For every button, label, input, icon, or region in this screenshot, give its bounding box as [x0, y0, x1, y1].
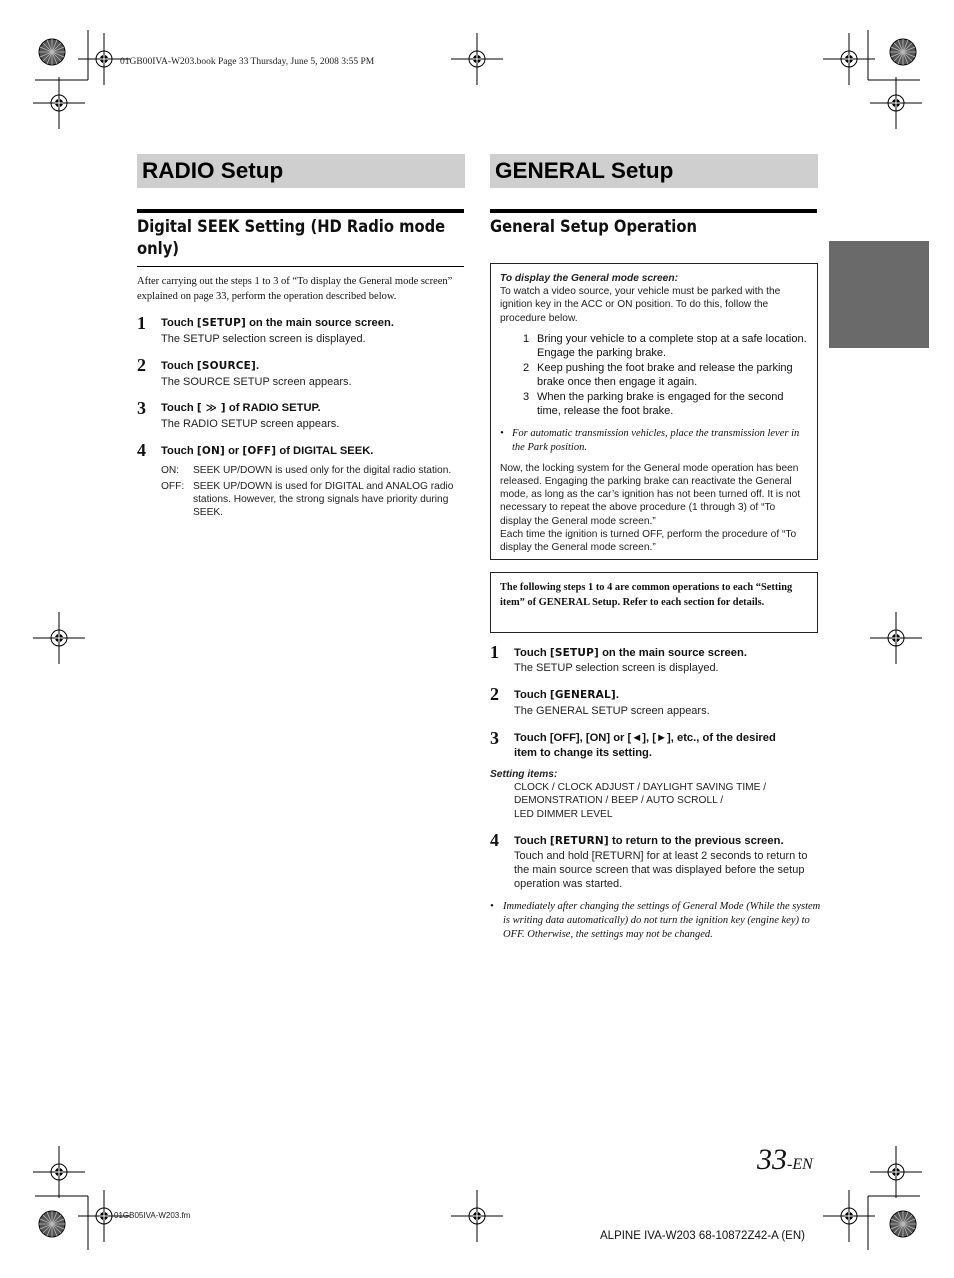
- step-number: 3: [137, 398, 146, 418]
- final-note: • Immediately after changing the settings of General Mode (While the system is writing data automatically) do not turn the ignition key (engine key) to OFF. Otherwise, the settings may not be changed.: [490, 901, 821, 940]
- radio-setup-section-bar: [137, 154, 465, 188]
- step-title: Touch [ ≫ ] of RADIO SETUP.: [161, 402, 321, 414]
- step-description: The SETUP selection screen is displayed.: [514, 662, 719, 674]
- step-title: Touch [OFF], [ON] or [◄], [►], etc., of the desired item to change its setting.: [514, 732, 776, 759]
- general-setup-title: GENERAL Setup: [495, 158, 674, 183]
- common-operations-box: The following steps 1 to 4 are common operations to each “Setting item” of GENERAL Setup. Refer to each section for details.: [490, 572, 818, 633]
- step-number: 2: [137, 355, 146, 375]
- box-para-2: Each time the ignition is turned OFF, perform the procedure of “To display the General mode screen.”: [500, 528, 797, 554]
- step-title: Touch [SOURCE].: [161, 360, 260, 372]
- print-meta-header: 01GB00IVA-W203.book Page 33 Thursday, June 5, 2008 3:55 PM: [120, 57, 375, 67]
- list-item: 2 Keep pushing the foot brake and release the parking brake once then engage it again.: [523, 361, 793, 389]
- step-description: The SOURCE SETUP screen appears.: [161, 376, 352, 388]
- box-note: • For automatic transmission vehicles, place the transmission lever in the Park position.: [500, 427, 800, 453]
- option-off: [161, 480, 466, 520]
- option-text: SEEK UP/DOWN is used for DIGITAL and ANALOG radio stations. However, the strong signals have priority during SEEK.: [193, 481, 454, 519]
- digital-seek-title: Digital SEEK Setting (HD Radio mode only): [137, 217, 446, 258]
- step-description: Touch and hold [RETURN] for at least 2 seconds to return to the main source screen that was displayed before the setup operation was started.: [514, 850, 808, 890]
- box-para-1: Now, the locking system for the General mode operation has been released. Engaging the parking brake can reactivate the General mode, as long as the car’s ignition has not been turned off. It is not necessary to repeat the above procedure (1 through 3) of “To display the General mode screen.”: [500, 462, 801, 527]
- option-label: ON:: [161, 465, 180, 476]
- step-title: Touch [ON] or [OFF] of DIGITAL SEEK.: [161, 445, 374, 457]
- procedure-list: [523, 332, 808, 419]
- step-description: The RADIO SETUP screen appears.: [161, 418, 340, 430]
- page-suffix: -EN: [787, 1156, 813, 1173]
- step-title: Touch [SETUP] on the main source screen.: [161, 317, 394, 329]
- general-setup-operation-heading: [490, 209, 817, 238]
- page-number: 33-EN: [757, 1143, 813, 1176]
- step-title: Touch [RETURN] to return to the previous screen.: [514, 835, 784, 847]
- step-number: 3: [490, 728, 499, 748]
- footer-model-code: ALPINE IVA-W203 68-10872Z42-A (EN): [600, 1230, 805, 1242]
- radio-setup-title: RADIO Setup: [142, 158, 284, 183]
- step-number: 2: [490, 684, 499, 704]
- option-on: [161, 464, 466, 477]
- general-setup-operation-title: General Setup Operation: [490, 217, 697, 236]
- digital-seek-intro: After carrying out the steps 1 to 3 of “To display the General mode screen” explained on page 33, perform the operation described below.: [137, 276, 453, 302]
- box-heading: To display the General mode screen:: [500, 273, 678, 284]
- footer-file-name: 01GB05IVA-W203.fm: [114, 1211, 191, 1220]
- list-item: 1 Bring your vehicle to a complete stop at a safe location. Engage the parking brake.: [523, 332, 807, 360]
- step-description: The GENERAL SETUP screen appears.: [514, 705, 710, 717]
- step-number: 1: [137, 313, 146, 333]
- bullet: •: [500, 427, 504, 439]
- bullet: •: [490, 901, 494, 912]
- option-text: SEEK UP/DOWN is used only for the digital radio station.: [193, 465, 452, 476]
- step-number: 4: [137, 440, 146, 460]
- step-description: The SETUP selection screen is displayed.: [161, 333, 366, 345]
- step-title: Touch [GENERAL].: [514, 689, 620, 701]
- side-thumb-tab: [829, 241, 929, 348]
- step-number: 1: [490, 642, 499, 662]
- step-number: 4: [490, 830, 499, 850]
- general-setup-section-bar: [490, 154, 818, 188]
- setting-items-list: CLOCK / CLOCK ADJUST / DAYLIGHT SAVING TIME / DEMONSTRATION / BEEP / AUTO SCROLL / LED DIMMER LEVEL: [514, 782, 767, 820]
- step-title: Touch [SETUP] on the main source screen.: [514, 647, 747, 659]
- display-general-mode-box: [490, 263, 818, 560]
- setting-items-block: [490, 768, 810, 821]
- box-intro: To watch a video source, your vehicle must be parked with the ignition key in the ACC or ON position. To do this, follow the procedure below.: [500, 286, 781, 324]
- setting-items-label: Setting items:: [490, 769, 558, 780]
- list-item: 3 When the parking brake is engaged for the second time, release the foot brake.: [523, 390, 784, 418]
- option-label: OFF:: [161, 481, 185, 492]
- digital-seek-heading: [137, 209, 464, 267]
